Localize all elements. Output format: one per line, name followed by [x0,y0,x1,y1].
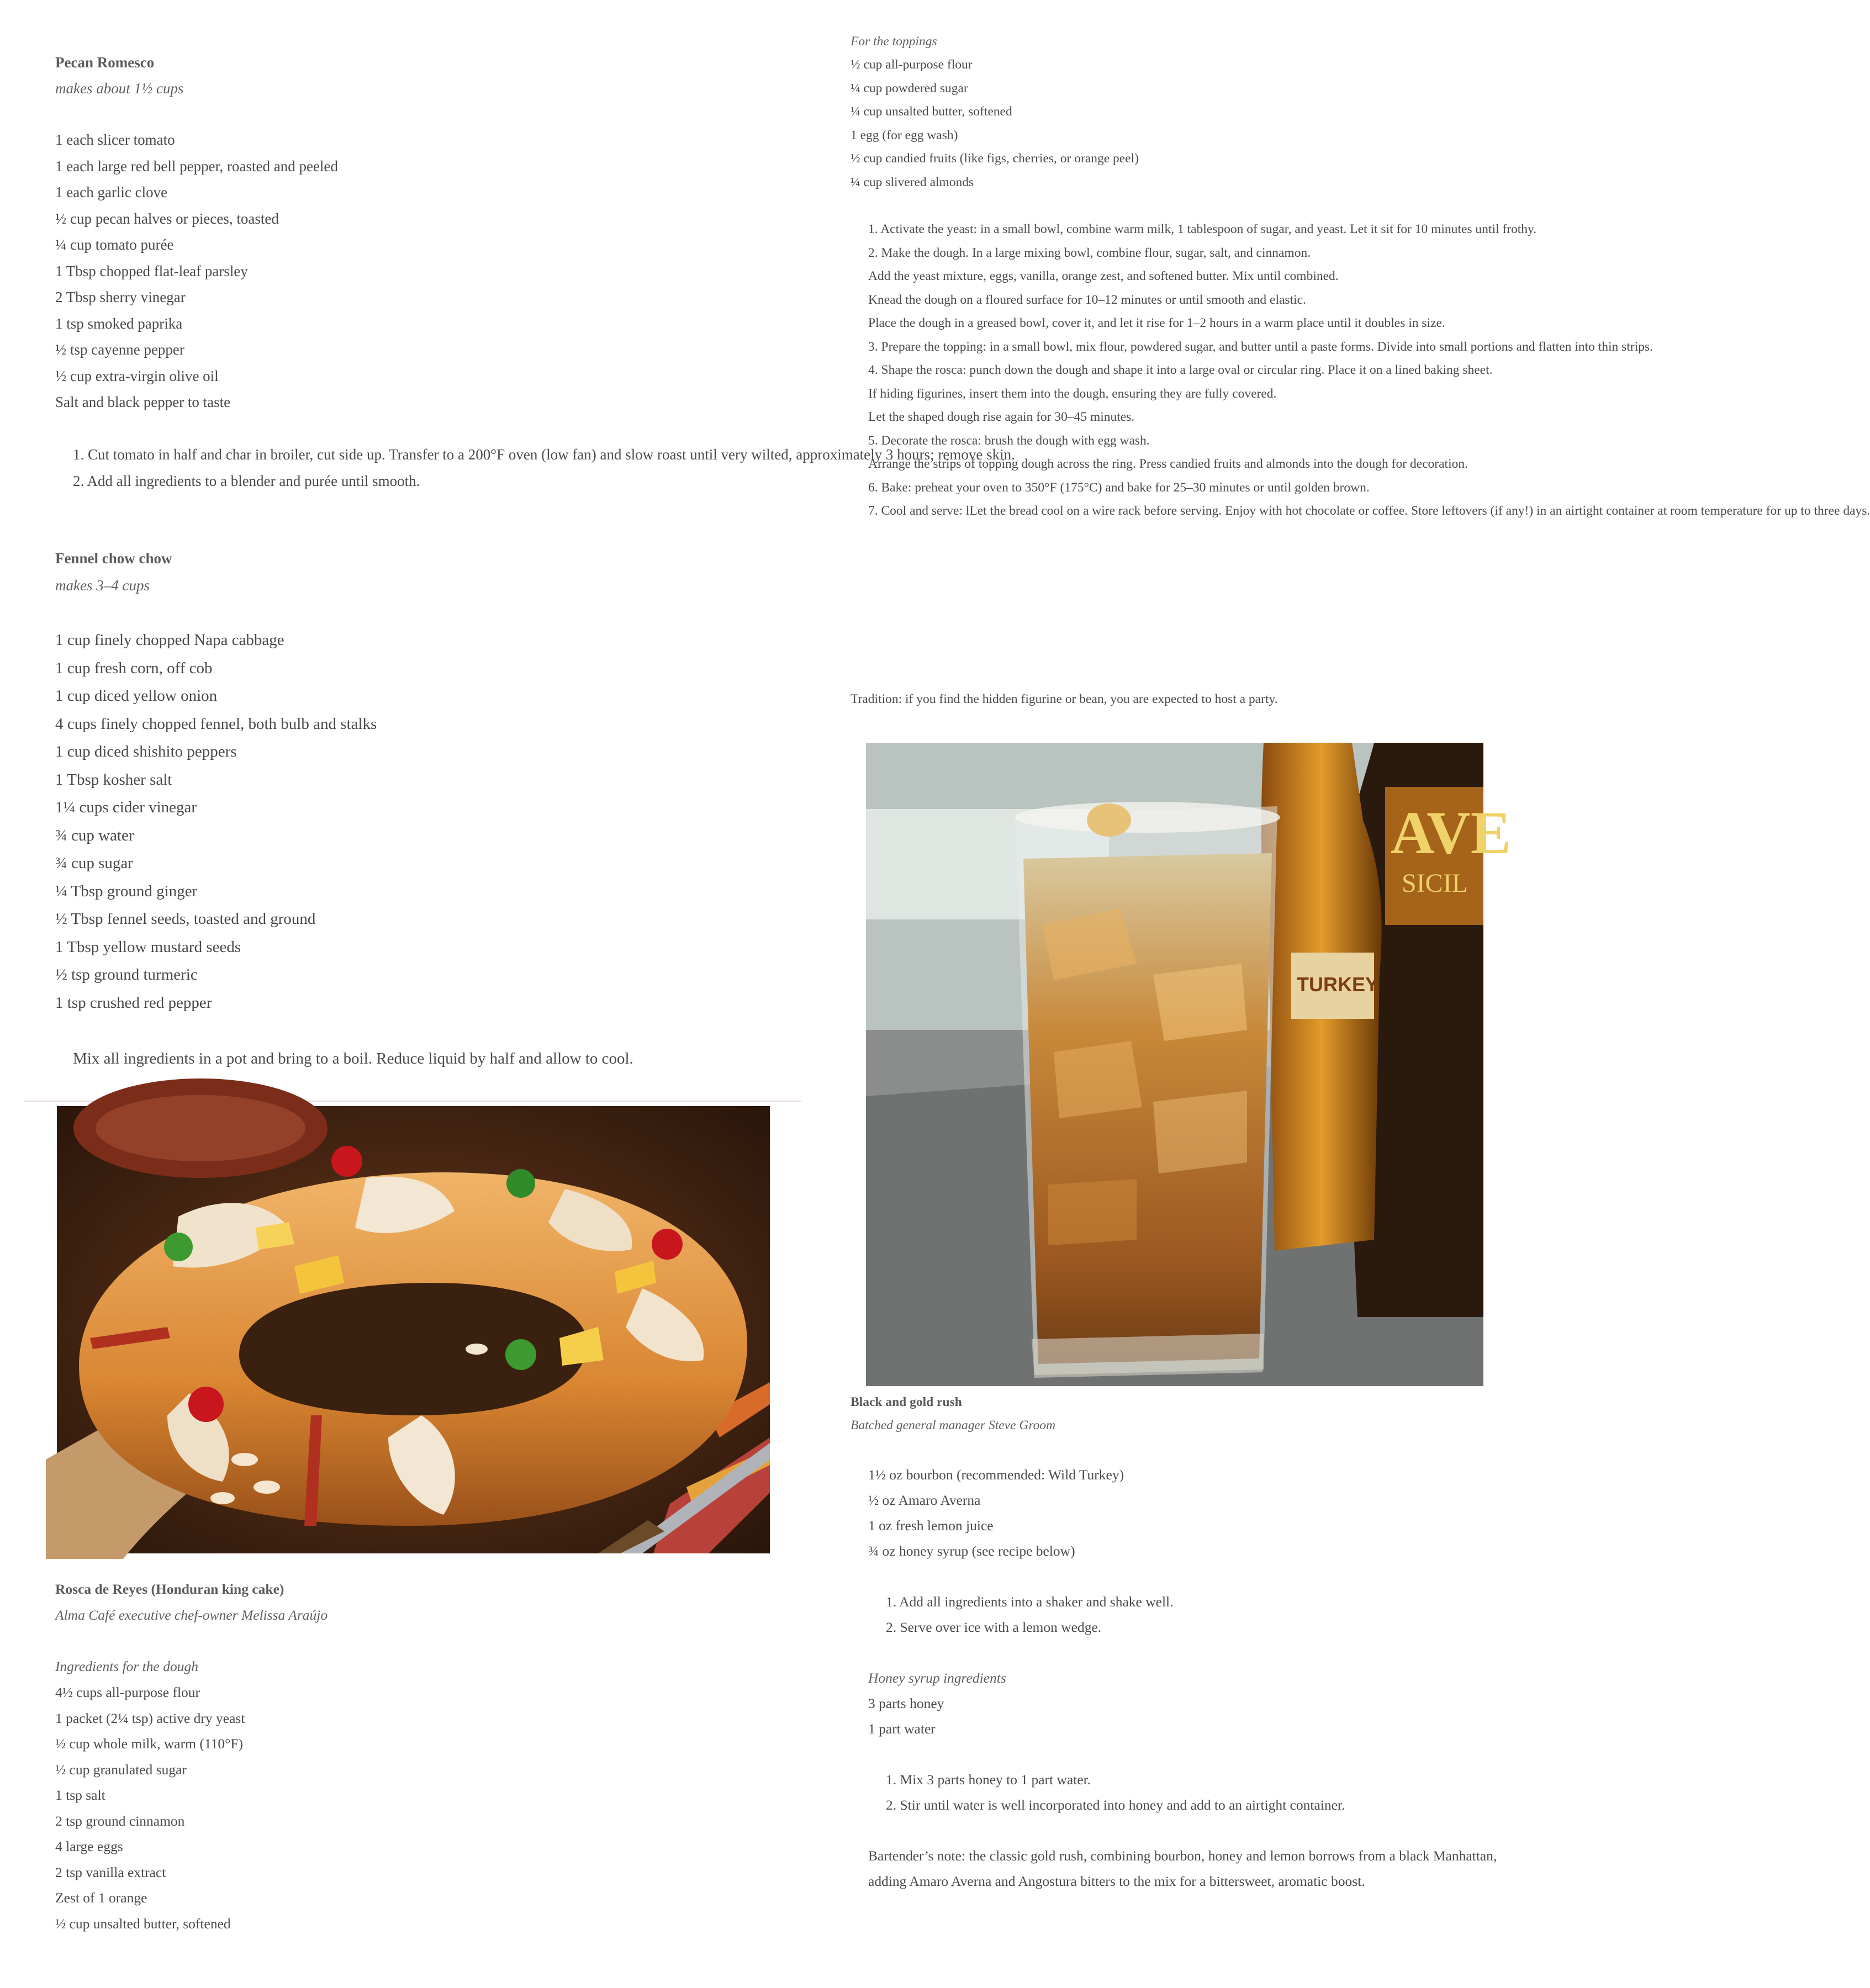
cocktail-title: Black and gold rush [851,1395,962,1409]
ingredient-line: 1 cup finely chopped Napa cabbage [55,631,284,649]
ingredient-line: ¼ cup tomato purée [55,236,174,253]
cocktail-credit: Batched general manager Steve Groom [851,1418,1056,1432]
step-line: Knead the dough on a floured surface for 10–12 minutes or until smooth and elastic. [868,292,1306,307]
honey-syrup-steps [868,1767,1519,1818]
bottle-label-text: TURKEY [1297,973,1379,996]
ingredient-line: 1 cup fresh corn, off cob [55,659,213,677]
ingredient-line: 1 egg (for egg wash) [851,128,958,142]
ingredient-line: ½ cup unsalted butter, softened [55,1915,231,1932]
ingredient-line: 1 each slicer tomato [55,131,175,148]
ingredient-line: 2 tsp vanilla extract [55,1864,166,1880]
ingredient-line: Salt and black pepper to taste [55,394,231,410]
black-and-gold-rush-photo [866,743,1512,1386]
ingredient-line: ½ cup extra-virgin olive oil [55,367,219,384]
ingredient-line: 1 packet (2¼ tsp) active dry yeast [55,1710,245,1726]
method-line: Mix all ingredients in a pot and bring to a boil. Reduce liquid by half and allow to cool. [73,1050,633,1067]
fennel-chow-chow-title: Fennel chow chow [55,550,172,567]
step-line: 5. Decorate the rosca: brush the dough with egg wash. [868,433,1150,448]
pecan-romesco-steps [55,442,1015,494]
ingredient-line: Zest of 1 orange [55,1890,147,1906]
bottle-label-text: AVE [1391,799,1512,866]
ingredient-line: ¼ Tbsp ground ginger [55,882,198,900]
ingredient-line: ½ cup candied fruits (like figs, cherries, or orange peel) [851,151,1139,166]
cocktail-ingredients [868,1462,1519,1564]
ingredient-line: 4 large eggs [55,1838,123,1854]
ingredient-line: 1 each garlic clove [55,184,168,200]
ingredient-line: 1 tsp salt [55,1787,105,1803]
ingredient-line: 1 oz fresh lemon juice [868,1518,994,1534]
ingredient-line: ¾ cup water [55,826,134,844]
step-line: 3. Prepare the topping: in a small bowl, mix flour, powdered sugar, and butter until a paste forms. Divide into small portions and flatten into thin strips. [868,339,1653,354]
step-line: 2. Make the dough. In a large mixing bowl, combine flour, sugar, salt, and cinnamon. [868,245,1311,260]
step-line: 2. Serve over ice with a lemon wedge. [886,1619,1102,1635]
step-line: 1. Add all ingredients into a shaker and shake well. [886,1594,1174,1610]
ingredient-line: 1 cup diced yellow onion [55,687,218,705]
ingredient-line: 2 Tbsp sherry vinegar [55,289,186,305]
ingredient-line: ½ cup pecan halves or pieces, toasted [55,210,279,227]
pecan-romesco-title: Pecan Romesco [55,54,155,71]
rosca-credit: Alma Café executive chef-owner Melissa Araújo [55,1607,328,1623]
ingredient-line: ¾ cup sugar [55,854,133,872]
ingredient-line: 1 Tbsp yellow mustard seeds [55,938,241,956]
ingredient-line: 1 tsp smoked paprika [55,315,183,332]
step-line: Add the yeast mixture, eggs, vanilla, orange zest, and softened butter. Mix until combined. [868,269,1339,283]
ingredient-line: 1 each large red bell pepper, roasted and peeled [55,157,338,175]
ingredient-line: ½ cup whole milk, warm (110°F) [55,1736,243,1752]
ingredient-line: ¾ oz honey syrup (see recipe below) [868,1543,1075,1559]
cocktail-steps [868,1589,1519,1640]
ingredient-line: ½ tsp cayenne pepper [55,341,184,358]
step-line: 2. Add all ingredients to a blender and purée until smooth. [73,472,420,489]
step-line: If hiding figurines, insert them into the dough, ensuring they are fully covered. [868,386,1277,401]
honey-syrup-heading: Honey syrup ingredients [868,1670,1006,1686]
toppings-heading: For the toppings [851,34,937,49]
ingredient-line: ¼ cup unsalted butter, softened [851,104,1012,119]
step-line: Place the dough in a greased bowl, cover it, and let it rise for 1–2 hours in a warm place until it doubles in size. [868,316,1445,330]
step-line: Arrange the strips of topping dough across the ring. Press candied fruits and almonds into the dough for decoration. [868,457,1468,471]
rosca-tradition-note: Tradition: if you find the hidden figurine or bean, you are expected to host a party. [851,692,1278,706]
rosca-de-reyes-photo [57,1106,770,1553]
ingredient-line: 1 Tbsp chopped flat-leaf parsley [55,262,248,279]
ingredient-line: ½ cup all-purpose flour [851,57,973,72]
step-line: 2. Stir until water is well incorporated into honey and add to an airtight container. [886,1797,1345,1813]
ingredient-line: 1 Tbsp kosher salt [55,770,172,789]
ingredient-line: ¼ cup slivered almonds [851,175,974,189]
ingredient-line: 3 parts honey [868,1695,944,1711]
ingredient-line: 2 tsp ground cinnamon [55,1812,185,1829]
rosca-steps [851,218,1870,523]
ingredient-line: ½ Tbsp fennel seeds, toasted and ground [55,910,316,928]
ingredient-line: ½ oz Amaro Averna [868,1492,981,1508]
ingredient-line: ¼ cup powdered sugar [851,81,968,96]
ingredient-line: 1 cup diced shishito peppers [55,743,237,760]
honey-syrup-ingredients [868,1691,1519,1742]
ingredient-line: 4½ cups all-purpose flour [55,1684,200,1700]
fennel-chow-chow-yield: makes 3–4 cups [55,577,150,594]
toppings-ingredients [851,53,1519,194]
ingredient-line: 1 tsp crushed red pepper [55,993,212,1012]
bartender-note: Bartender’s note: the classic gold rush, combining bourbon, honey and lemon borrows from a black Manhattan, adding Amaro Averna and Angostura bitters to the mix for a bittersweet, aromatic boost. [868,1848,1497,1889]
ingredient-line: ½ cup granulated sugar [55,1761,187,1778]
fennel-chow-chow-method [55,1045,784,1073]
step-line: Let the shaped dough rise again for 30–45 minutes. [868,410,1135,424]
step-line: 1. Mix 3 parts honey to 1 part water. [886,1772,1091,1788]
step-line: 4. Shape the rosca: punch down the dough and shape it into a large oval or circular ring. Place it on a lined baking sheet. [868,363,1493,377]
fennel-chow-chow-ingredients [55,626,784,1017]
bottle-label-text: SICIL [1402,869,1468,898]
ingredient-line: 4 cups finely chopped fennel, both bulb and stalks [55,715,377,733]
step-line: 1. Cut tomato in half and char in broiler, cut side up. Transfer to a 200°F oven (low fan) and slow roast until very wilted, approximately 3 hours; remove skin. [73,446,1015,463]
pecan-romesco-ingredients [55,127,784,416]
ingredient-line: ½ tsp ground turmeric [55,966,198,984]
step-line: 6. Bake: preheat your oven to 350°F (175°C) and bake for 25–30 minutes or until golden brown. [868,480,1370,495]
ingredient-line: 1½ oz bourbon (recommended: Wild Turkey) [868,1467,1124,1483]
rosca-title: Rosca de Reyes (Honduran king cake) [55,1581,284,1597]
dough-ingredients-heading: Ingredients for the dough [55,1658,198,1674]
ingredient-line: 1¼ cups cider vinegar [55,799,197,816]
pecan-romesco-yield: makes about 1½ cups [55,80,184,97]
ingredient-line: 1 part water [868,1721,936,1737]
step-line: 1. Activate the yeast: in a small bowl, combine warm milk, 1 tablespoon of sugar, and yeast. Let it sit for 10 minutes until frothy. [868,222,1537,236]
step-line: 7. Cool and serve: lLet the bread cool on a wire rack before serving. Enjoy with hot chocolate or coffee. Store leftovers (if any!) in an airtight container at room temperature for up to three days. [868,504,1870,518]
dough-ingredients [55,1680,784,1937]
